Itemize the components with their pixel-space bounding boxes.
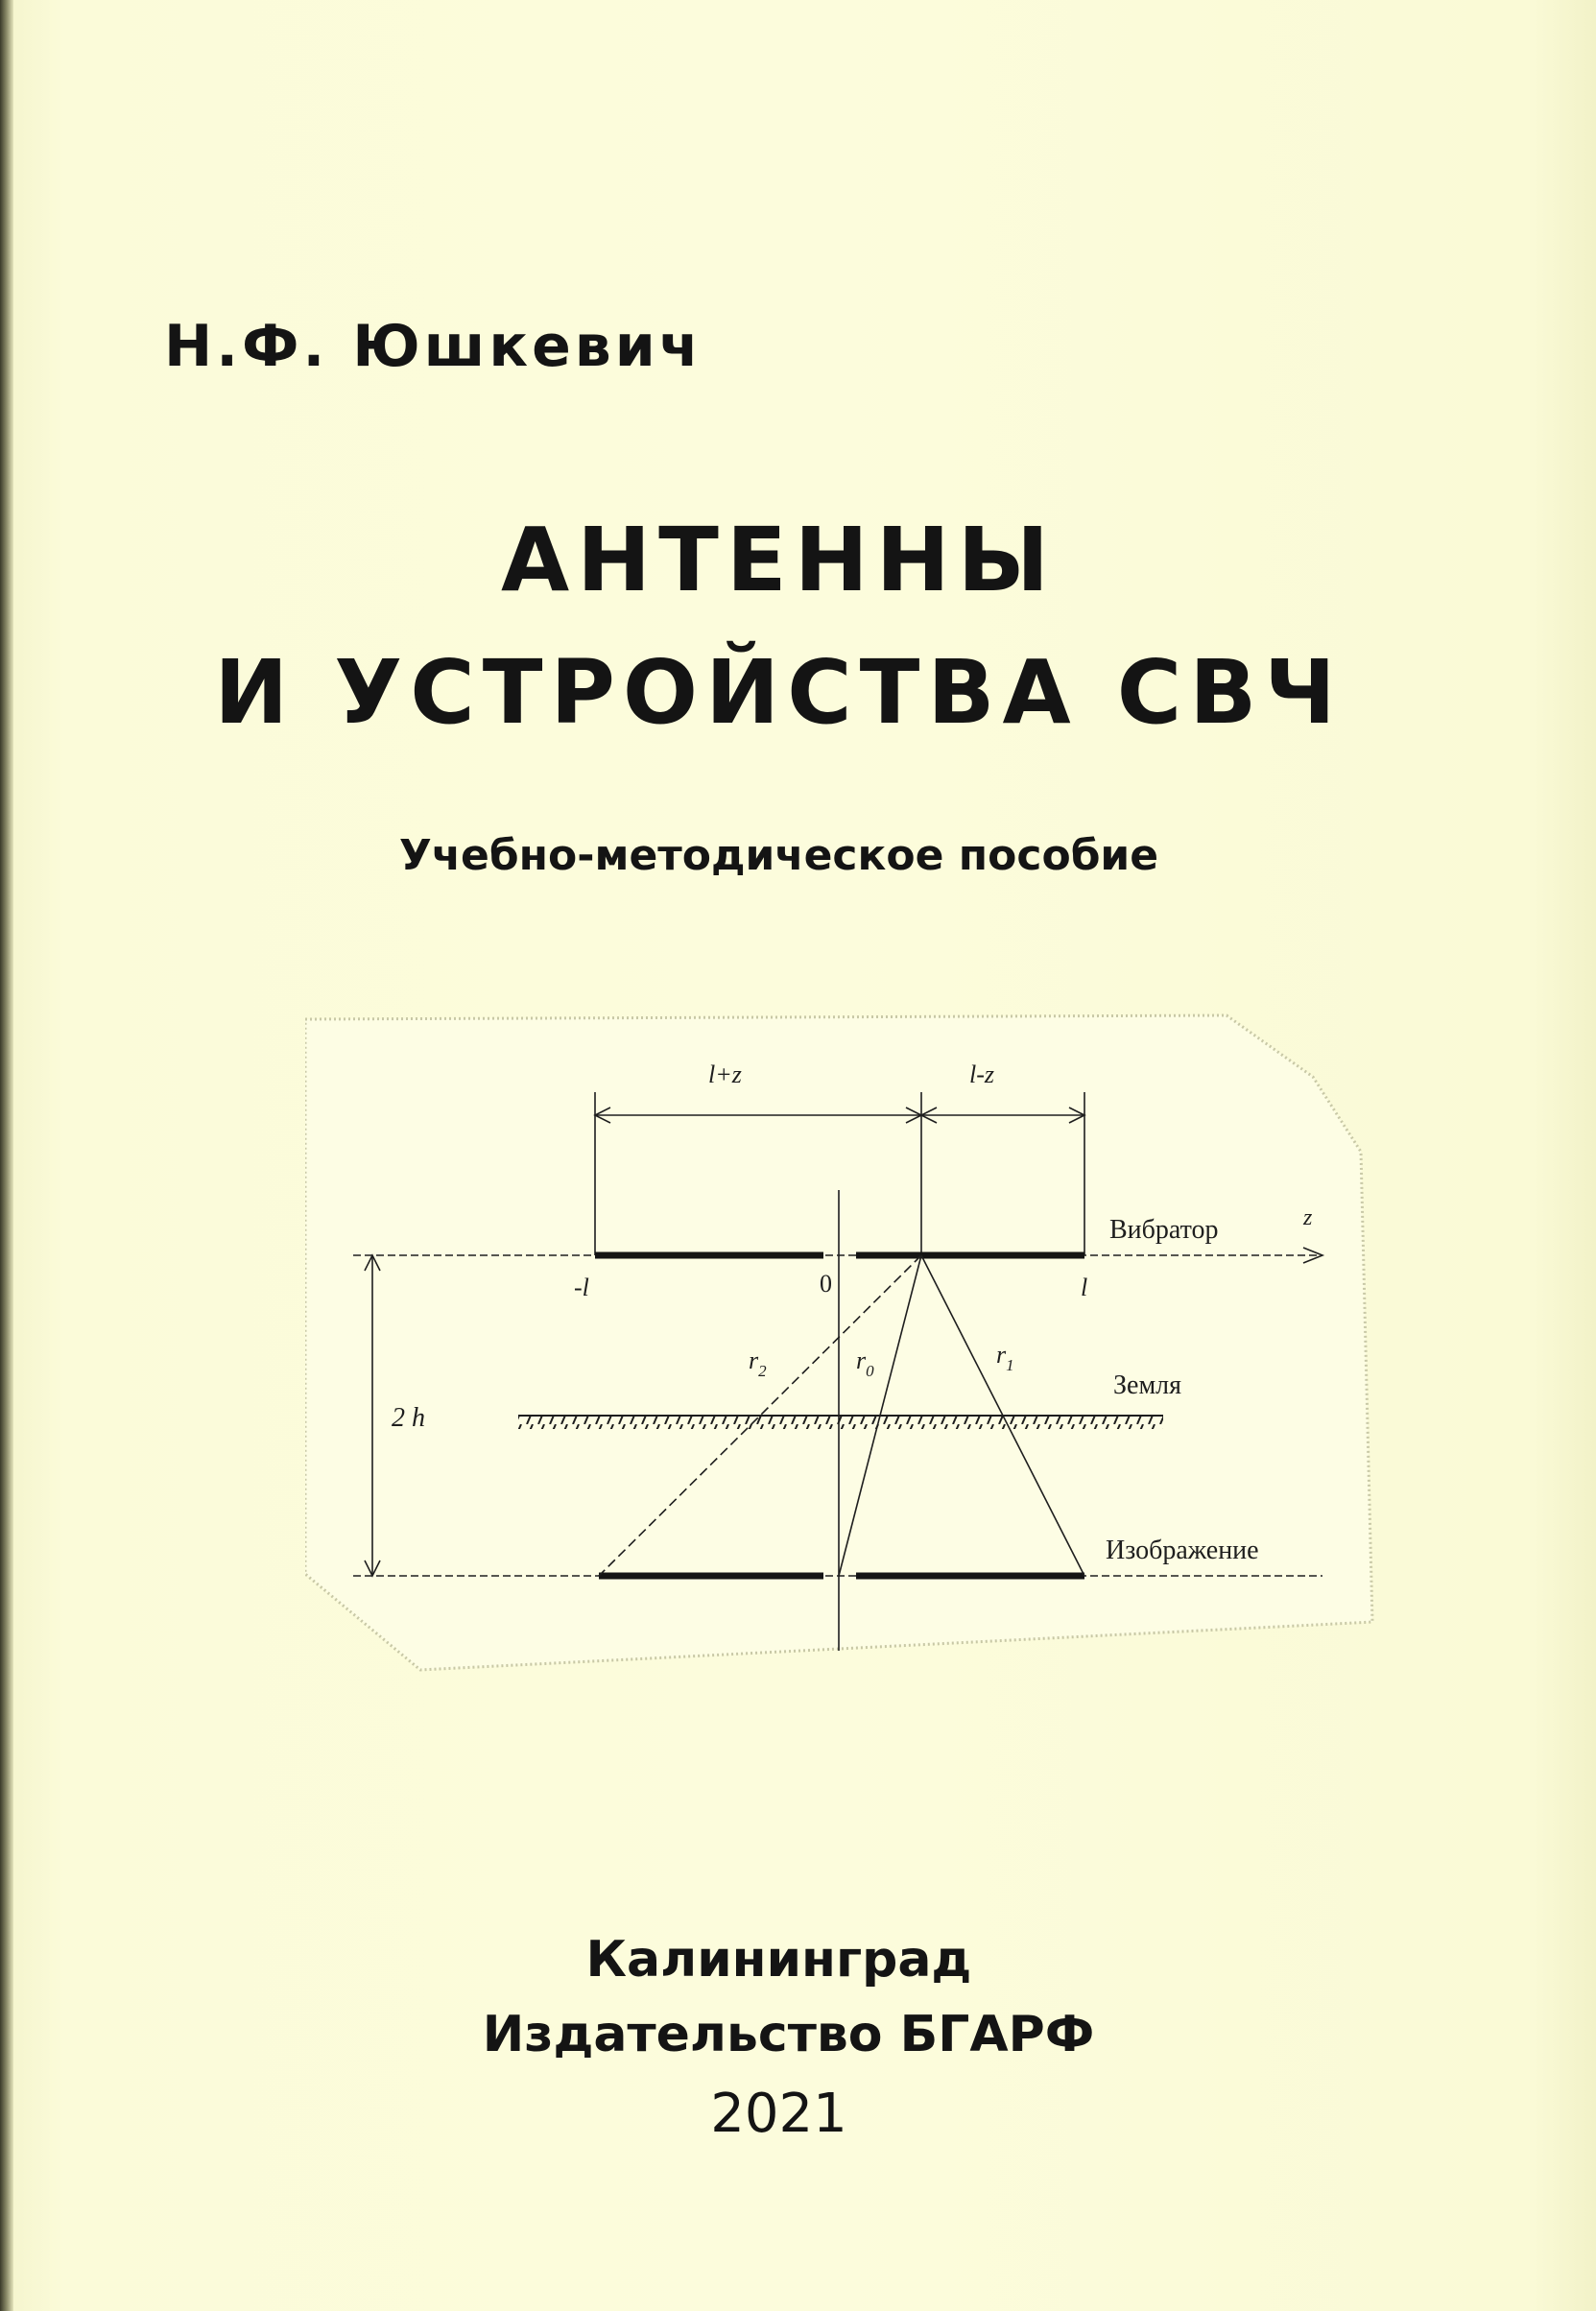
label-2h: 2 h bbox=[392, 1403, 425, 1433]
book-title-line-1: АНТЕННЫ bbox=[500, 509, 1058, 611]
z-axis-label: z bbox=[1303, 1205, 1313, 1230]
label-r1: $r_1$ bbox=[996, 1341, 1014, 1374]
label-l: l bbox=[1081, 1274, 1088, 1301]
label-minus-l: -l bbox=[574, 1274, 589, 1301]
ground-label: Земля bbox=[1113, 1370, 1182, 1400]
image-label: Изображение bbox=[1106, 1536, 1259, 1565]
dim-label-left: l+z bbox=[708, 1060, 742, 1088]
dim-label-right: l-z bbox=[969, 1060, 994, 1088]
label-r2: $r_2$ bbox=[749, 1346, 767, 1380]
author-name: Н.Ф. Юшкевич bbox=[164, 313, 703, 380]
antenna-image-diagram bbox=[305, 1008, 1390, 1680]
book-subtitle: Учебно-методическое пособие bbox=[398, 831, 1159, 880]
ground-hatch bbox=[518, 1416, 1163, 1429]
publication-year: 2021 bbox=[710, 2083, 847, 2145]
label-r0: $r_0$ bbox=[856, 1346, 874, 1380]
vibrator-label: Вибратор bbox=[1109, 1215, 1219, 1245]
publisher-name: Издательство БГАРФ bbox=[482, 2006, 1095, 2063]
publication-city: Калининград bbox=[585, 1931, 972, 1989]
book-title-line-2: И УСТРОЙСТВА СВЧ bbox=[214, 641, 1344, 744]
label-zero: 0 bbox=[820, 1270, 832, 1298]
